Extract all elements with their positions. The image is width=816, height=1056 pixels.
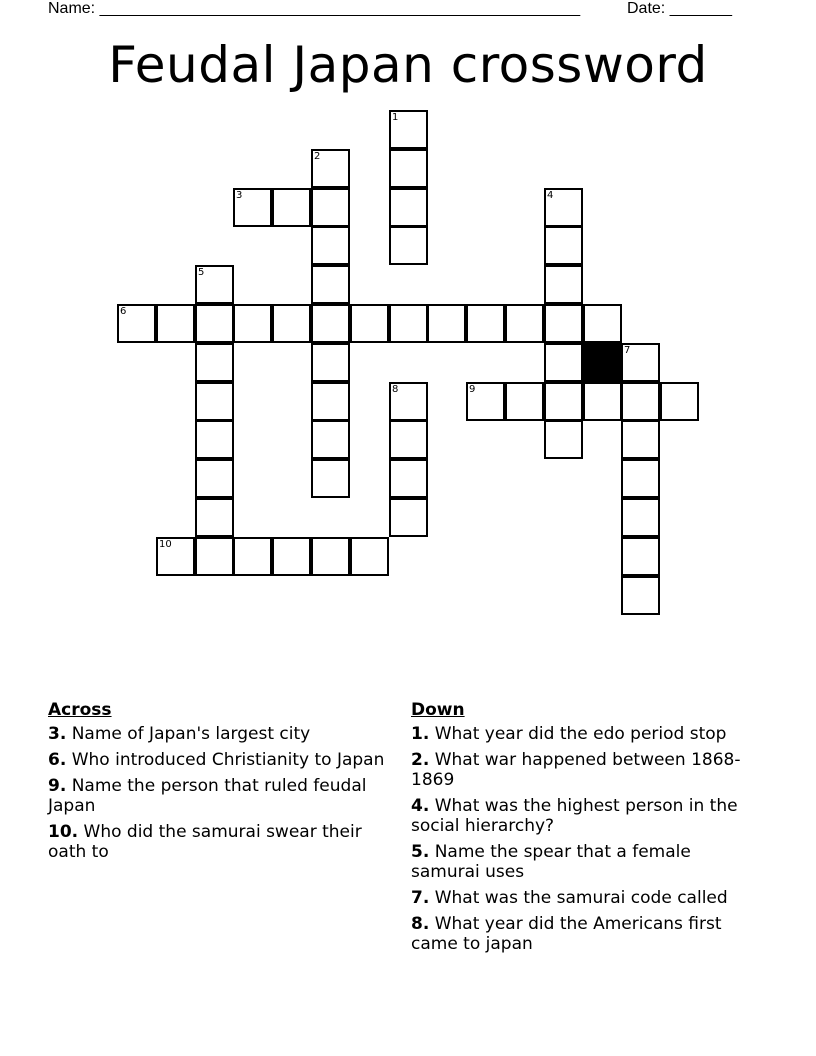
name-field-label[interactable]: Name: ______________________________________________________ xyxy=(48,0,581,17)
down-clue xyxy=(411,750,761,790)
across-clue xyxy=(48,822,393,862)
clue-text: What year did the edo period stop xyxy=(434,724,727,744)
crossword-cell[interactable] xyxy=(466,382,505,421)
crossword-cell[interactable] xyxy=(195,537,234,576)
cell-number: 1 xyxy=(392,112,399,123)
clue-number: 1. xyxy=(411,724,430,744)
crossword-cell[interactable] xyxy=(311,265,350,304)
clue-text: Name the spear that a female samurai uses xyxy=(411,842,691,882)
clue-number: 9. xyxy=(48,776,67,796)
down-clue xyxy=(411,888,761,908)
across-heading: Across xyxy=(48,700,112,720)
crossword-cell[interactable] xyxy=(660,382,699,421)
down-clue xyxy=(411,724,761,744)
crossword-cell[interactable] xyxy=(389,110,428,149)
crossword-cell[interactable] xyxy=(583,382,622,421)
crossword-cell[interactable] xyxy=(195,343,234,382)
crossword-cell[interactable] xyxy=(350,537,389,576)
down-clue xyxy=(411,796,761,836)
crossword-cell[interactable] xyxy=(621,459,660,498)
across-clue xyxy=(48,724,393,744)
crossword-cell[interactable] xyxy=(311,188,350,227)
cell-number: 4 xyxy=(547,190,554,201)
crossword-cell[interactable] xyxy=(427,304,466,343)
clue-number: 6. xyxy=(48,750,67,770)
clue-number: 3. xyxy=(48,724,67,744)
cell-number: 7 xyxy=(624,345,631,356)
crossword-cell[interactable] xyxy=(389,226,428,265)
crossword-cell[interactable] xyxy=(466,304,505,343)
crossword-cell[interactable] xyxy=(156,304,195,343)
crossword-cell[interactable] xyxy=(389,459,428,498)
down-heading: Down xyxy=(411,700,465,720)
across-clue xyxy=(48,750,393,770)
crossword-cell[interactable] xyxy=(233,304,272,343)
crossword-cell[interactable] xyxy=(272,188,311,227)
crossword-cell[interactable] xyxy=(272,304,311,343)
crossword-cell[interactable] xyxy=(195,304,234,343)
crossword-cell[interactable] xyxy=(233,537,272,576)
across-clue xyxy=(48,776,393,816)
crossword-cell[interactable] xyxy=(195,265,234,304)
clue-text: Name the person that ruled feudal Japan xyxy=(48,776,367,816)
crossword-cell[interactable] xyxy=(156,537,195,576)
clue-number: 2. xyxy=(411,750,430,770)
down-clues xyxy=(411,700,761,960)
crossword-cell[interactable] xyxy=(544,382,583,421)
crossword-cell[interactable] xyxy=(311,537,350,576)
crossword-cell[interactable] xyxy=(350,304,389,343)
black-cell xyxy=(583,343,622,382)
crossword-cell[interactable] xyxy=(544,188,583,227)
crossword-cell[interactable] xyxy=(544,343,583,382)
crossword-cell[interactable] xyxy=(621,576,660,615)
crossword-cell[interactable] xyxy=(389,188,428,227)
crossword-cell[interactable] xyxy=(544,420,583,459)
date-field-label[interactable]: Date: _______ xyxy=(627,0,732,17)
crossword-cell[interactable] xyxy=(505,304,544,343)
crossword-cell[interactable] xyxy=(505,382,544,421)
crossword-cell[interactable] xyxy=(233,188,272,227)
cell-number: 6 xyxy=(120,306,127,317)
clue-number: 10. xyxy=(48,822,79,842)
crossword-cell[interactable] xyxy=(621,382,660,421)
crossword-cell[interactable] xyxy=(195,382,234,421)
crossword-cell[interactable] xyxy=(272,537,311,576)
cell-number: 8 xyxy=(392,384,399,395)
crossword-cell[interactable] xyxy=(311,149,350,188)
cell-number: 5 xyxy=(198,267,205,278)
down-clue xyxy=(411,914,761,954)
page-title: Feudal Japan crossword xyxy=(108,36,708,94)
crossword-cell[interactable] xyxy=(621,343,660,382)
clue-text: What war happened between 1868-1869 xyxy=(411,750,741,790)
clue-text: What was the samurai code called xyxy=(434,888,728,908)
crossword-cell[interactable] xyxy=(544,226,583,265)
crossword-cell[interactable] xyxy=(583,304,622,343)
crossword-cell[interactable] xyxy=(621,420,660,459)
clue-text: Name of Japan's largest city xyxy=(71,724,311,744)
crossword-cell[interactable] xyxy=(311,382,350,421)
crossword-cell[interactable] xyxy=(311,304,350,343)
crossword-cell[interactable] xyxy=(621,498,660,537)
clue-number: 7. xyxy=(411,888,430,908)
clue-number: 5. xyxy=(411,842,430,862)
crossword-cell[interactable] xyxy=(544,265,583,304)
crossword-cell[interactable] xyxy=(311,420,350,459)
crossword-cell[interactable] xyxy=(389,420,428,459)
crossword-cell[interactable] xyxy=(389,304,428,343)
cell-number: 3 xyxy=(236,190,243,201)
crossword-cell[interactable] xyxy=(195,459,234,498)
crossword-cell[interactable] xyxy=(544,304,583,343)
crossword-cell[interactable] xyxy=(621,537,660,576)
crossword-cell[interactable] xyxy=(195,498,234,537)
clue-text: Who did the samurai swear their oath to xyxy=(48,822,362,862)
clue-number: 4. xyxy=(411,796,430,816)
crossword-cell[interactable] xyxy=(389,149,428,188)
crossword-cell[interactable] xyxy=(195,420,234,459)
crossword-cell[interactable] xyxy=(389,382,428,421)
clue-text: What was the highest person in the social hierarchy? xyxy=(411,796,738,836)
crossword-cell[interactable] xyxy=(389,498,428,537)
crossword-cell[interactable] xyxy=(117,304,156,343)
crossword-cell[interactable] xyxy=(311,226,350,265)
clue-number: 8. xyxy=(411,914,430,934)
clue-text: What year did the Americans first came to japan xyxy=(411,914,722,954)
cell-number: 2 xyxy=(314,151,321,162)
across-clues xyxy=(48,700,393,868)
clue-text: Who introduced Christianity to Japan xyxy=(71,750,385,770)
down-clue xyxy=(411,842,761,882)
cell-number: 10 xyxy=(159,539,172,550)
crossword-cell[interactable] xyxy=(311,343,350,382)
cell-number: 9 xyxy=(469,384,476,395)
crossword-cell[interactable] xyxy=(311,459,350,498)
